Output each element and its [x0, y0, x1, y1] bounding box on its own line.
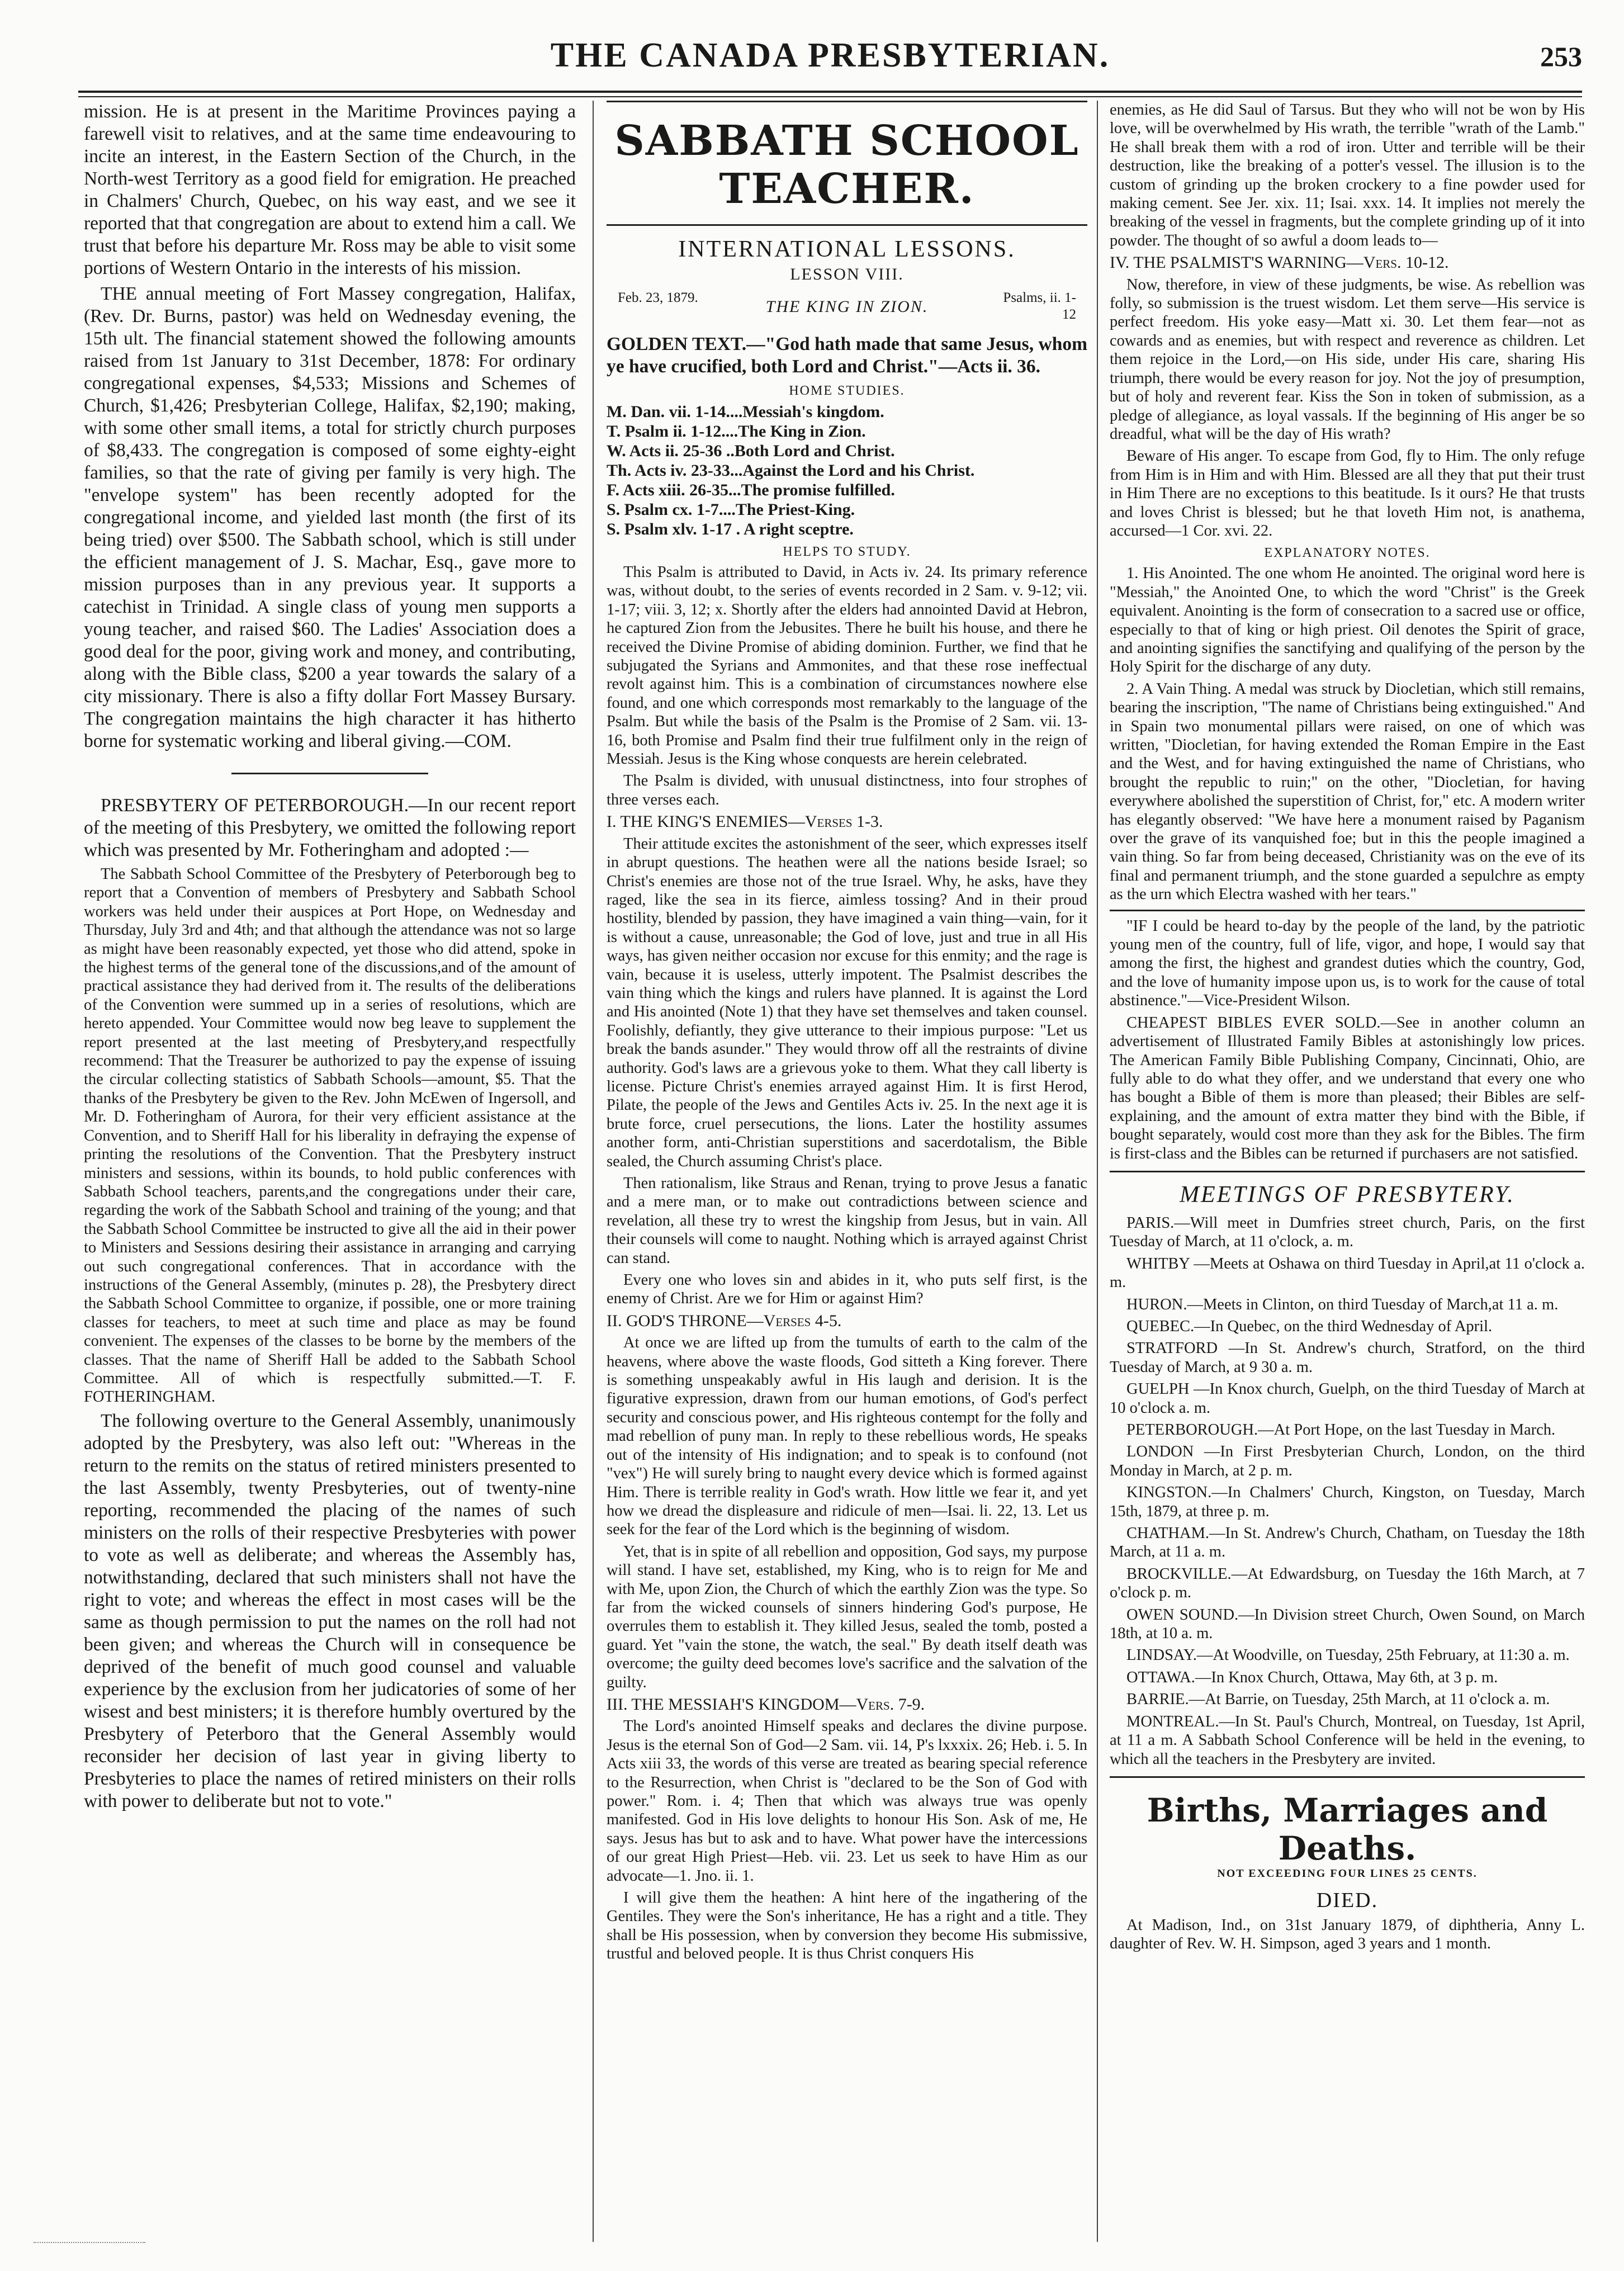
lesson-paragraph: Now, therefore, in view of these judgments, be wise. As rebellion was folly, so submission is the truest wisdom. Let them serve—His service is perfect freedom. His yoke easy—Matt xi. 30. Let them fear—not as cowards and as enemies, but with respect and reverence as children. Let them rejoice in the Lord,—on His side, under His care, sharing His triumph, there would be every reason for joy. Not the joy of presumption, but of holy and reverent fear. Kiss the Son in token of submission, as a pledge of allegiance, as loyal vassals. If the beginning of His anger be so dreadful, what will be the day of His wrath?: [1110, 276, 1585, 443]
lesson-continuation: enemies, as He did Saul of Tarsus. But they who will not be won by His love, will be overwhelmed by His wrath, the terrible "wrath of the Lamb." He shall break them with a rod of iron. Utter and terrible will be their destruction, like the breaking of a potter's vessel. The illusion is to the custom of grinding up the broken crockery to a fine powder used for making cement. See Jer. xix. 11; Isai. xxx. 14. It implies not merely the breaking of the vessel in fragments, but the complete grinding up of it into powder. The thought of so awful a doom leads to—: [1110, 101, 1585, 249]
page-number: 253: [1540, 41, 1582, 72]
article-overture: The following overture to the General Assembly, unanimously adopted by the Presbytery, was also left out: "Whereas in the return to the remits on the status of retired ministers presented to the last Assembly, twenty Presbyteries, out of twenty-nine reporting, recommended the placing of the names of such ministers on the rolls of their respective Presbyteries with power to vote as well as deliberate; and whereas the Assembly has, notwithstanding, declared that such ministers shall not have the right to vote; and whereas the effect in most cases will be the same as though permission to put the names on the roll had not been given; and whereas the Church will in consequence be deprived of the benefit of much good counsel and valuable experience by the exclusion from her judicatories of some of her wisest and best ministers; it is therefore humbly overtured by the Presbytery of Peterboro that the General Assembly would reconsider her decision of last year in giving liberty to Presbyteries to place the names of retired ministers on their rolls with power to deliberate but not to vote.": [84, 1410, 576, 1811]
helps-paragraph: This Psalm is attributed to David, in Acts iv. 24. Its primary reference was, without doubt, to the series of events recorded in 2 Sam. v. 9-12; vii. 1-17; viii. 3, 12; x. Shortly after the elders had annointed David at Hebron, he captured Zion from the Jebusites. There he built his house, and there he received the Divine Promise of abiding dominion. Further, we find that he subjugated the Syrians and Ammonites, and that these rose ineffectual revolt against him. This is a combination of circumstances nowhere else found, and one which corresponds most remarkably to the language of the Psalm. But while the basis of the Psalm is the Promise of 2 Sam. vii. 13-16, both Promise and Psalm find their true fulfilment only in the reign of Messiah. Jesus is the King whose conquests are herein celebrated.: [607, 564, 1087, 768]
lesson-reference: Psalms, ii. 1-12: [1003, 290, 1076, 322]
column-1: [84, 101, 576, 2236]
meeting-item: GUELPH —In Knox church, Guelph, on the third Tuesday of March at 10 o'clock a. m.: [1110, 1380, 1585, 1417]
article-fort-massey: THE annual meeting of Fort Massey congregation, Halifax, (Rev. Dr. Burns, pastor) was held on Wednesday evening, the 15th ult. The financial statement showed the following amounts raised from 1st January to 31st December, 1878: For ordinary congregational expenses, $4,533; Missions and Schemes of Church, $1,426; Presbyterian College, Halifax, $2,190; making, with some other small items, a total for strictly church purposes of $8,433. The congregation is composed of some eighty-eight families, so that the rate of giving per family is very high. The "envelope system" has been recently adopted for the congregational income, and yielded last month (the first of its being tried) over $500. The Sabbath school, which is still under the efficient management of J. S. Machar, Esq., gave more to mission purposes than in any previous year. It supports a catechist in Trinidad. A single class of young men supports a young teacher, and raised $60. The Ladies' Association does a good deal for the poor, giving work and money, and contributing, along with the Bible class, $200 a year towards the salary of a city missionary. There is also a fifty dollar Fort Massey Bursary. The congregation maintains the high character it has hitherto borne for systematic working and liberal giving.—COM.: [84, 283, 576, 751]
helps-heading: HELPS TO STUDY.: [783, 545, 911, 559]
study-item: W. Acts ii. 25-36 ..Both Lord and Christ.: [607, 442, 895, 460]
golden-text: GOLDEN TEXT.—"God hath made that same Jesus, whom ye have crucified, both Lord and Christ."—Acts ii. 36.: [607, 334, 1087, 377]
lesson-number: LESSON VIII.: [790, 265, 904, 283]
header-rule-thin: [78, 96, 1582, 97]
died-notice: At Madison, Ind., on 31st January 1879, of diphtheria, Anny L. daughter of Rev. W. H. Simpson, aged 3 years and 1 month.: [1110, 1916, 1585, 1953]
meeting-item: BARRIE.—At Barrie, on Tuesday, 25th March, at 11 o'clock a. m.: [1126, 1691, 1550, 1709]
meeting-item: PARIS.—Will meet in Dumfries street church, Paris, on the first Tuesday of March, at 11 o'clock, a. m.: [1110, 1214, 1585, 1251]
column-divider-1: [593, 101, 594, 2242]
helps-paragraph: Every one who loves sin and abides in it, who puts self first, is the enemy of Christ. Are we for Him or against Him?: [607, 1271, 1087, 1308]
article-peterborough-report: The Sabbath School Committee of the Presbytery of Peterborough beg to report that a Convention of members of Presbytery and Sabbath School workers was held under their auspices at Port Hope, on Wednesday and Thursday, July 3rd and 4th; and that although the attendance was not so large as might have been reasonably expected, yet those who did attend, spoke in the highest terms of the general tone of the discussions,and of the amount of practical assistance they had derived from it. The results of the deliberations of the Convention were summed up in a series of resolutions, which are hereto appended. Your Committee would now beg leave to supplement the report presented at the last meeting of Presbytery,and respectfully recommend: That the Treasurer be authorized to pay the expense of issuing the circular collecting statistics of Sabbath Schools—amount, $5. That the thanks of the Presbytery be given to the Rev. John McEwen of Ingersoll, and Mr. D. Fotheringham of Aurora, for their very efficient assistance at the Convention, and to Sheriff Hall for his liberality in defraying the expense of printing the resolutions of the Convention. That the Presbytery instruct ministers and sessions, within its bounds, to hold public conferences with Sabbath School teachers, parents,and the congregations under their care, regarding the work of the Sabbath School and training of the young; and that the Sabbath School Committee be instructed to give all the aid in their power to Ministers and Sessions desiring their assistance in arranging and carrying out such congregational conferences. That in accordance with the instructions of the General Assembly, (minutes p. 28), the Presbytery direct the Sabbath School Committee to organize, if possible, one or more training classes for teachers, to meet at such time and place as may be found convenient. The expenses of the classes to be borne by the members of the classes. That the name of Sheriff Hall be added to the Sabbath School Committee. All of which is respectfully submitted.—T. F. FOTHERINGHAM.: [84, 865, 576, 1406]
explanatory-note: 1. His Anointed. The one whom He anointed. The original word here is "Messiah," the Anointed One, to which the word "Christ" is the Greek equivalent. Anointing is the form of consecration to a sacred use or office, especially to that of king or high priest. Oil denotes the Spirit of grace, and anointing signifies the sanctifying and qualifying of the person by the Holy Spirit for the discharge of any duty.: [1110, 565, 1585, 676]
article-ross-mission: mission. He is at present in the Maritime Provinces paying a farewell visit to relatives, and at the same time endeavouring to incite an interest, in the Eastern Section of the Church, in the North-west Territory as a good field for emigration. He preached in Chalmers' Church, Quebec, on his way east, and we see it reported that that congregation are about to extend him a call. We trust that before his departure Mr. Ross may be able to visit some portions of Western Ontario in the interests of his mission.: [84, 101, 576, 278]
helps-paragraph: Then rationalism, like Straus and Renan, trying to prove Jesus a fanatic and a mere man, or to make out contradictions between science and revelation, all these try to wrest the kingship from Jesus, but in vain. All their counsels will come to naught. Nothing which is arrayed against Christ can stand.: [607, 1175, 1087, 1267]
header-rule: [78, 91, 1582, 93]
home-studies-heading: HOME STUDIES.: [789, 384, 905, 398]
meeting-item: LINDSAY.—At Woodville, on Tuesday, 25th February, at 11:30 a. m.: [1126, 1647, 1570, 1664]
lessons-heading: INTERNATIONAL LESSONS.: [678, 236, 1016, 262]
strophe-heading: II. GOD'S THRONE—Verses 4-5.: [607, 1311, 842, 1330]
study-item: T. Psalm ii. 1-12....The King in Zion.: [607, 422, 866, 441]
strophe-heading: IV. THE PSALMIST'S WARNING—Vers. 10-12.: [1110, 253, 1449, 272]
column-divider-2: [1097, 101, 1098, 2242]
meeting-item: WHITBY —Meets at Oshawa on third Tuesday in April,at 11 o'clock a. m.: [1110, 1255, 1585, 1291]
helps-paragraph: Yet, that is in spite of all rebellion and opposition, God says, my purpose will stand. I have set, established, my King, who is to reign for Me and with Me, upon Zion, the Church of which the earthly Zion was the type. So far from the wicked counsels of sinners hindering God's purpose, He overrules them to establish it. They killed Jesus, sealed the tomb, posted a guard. Yet "vain the stone, the watch, the seal." By death itself death was overcome; the guilty deed becomes love's sacrifice and the salvation of the guilty.: [607, 1543, 1087, 1691]
study-item: S. Psalm xlv. 1-17 . A right sceptre.: [607, 520, 854, 538]
quote-block: [1110, 910, 1585, 1010]
strophe-heading: I. THE KING'S ENEMIES—Verses 1-3.: [607, 812, 883, 831]
helps-paragraph: The Psalm is divided, with unusual distinctness, into four strophes of three verses each.: [607, 772, 1087, 808]
explanatory-note: 2. A Vain Thing. A medal was struck by Diocletian, which still remains, bearing the inscription, "The name of Christians being extinguished." And in Spain two monumental pillars were raised, on one of which was written, "Diocletian, for having extended the Roman Empire in the East and the West, and for having extinguished the name of Christians, who brought the republic to ruin;" on the other, "Diocletian, for having everywhere abolished the superstition of Christ, for," etc. A modern writer has elegantly observed: "We have here a monument raised by Paganism over the grave of its vanquished foe; but in this the people imagined a vain thing. So far from being deceased, Christianity was on the eve of its final and permanent triumph, and the stone guarded a sepulchre as empty as the urn which Electra washed with her tears.": [1110, 680, 1585, 903]
meeting-item: KINGSTON.—In Chalmers' Church, Kingston, on Tuesday, March 15th, 1879, at three p. m.: [1110, 1484, 1585, 1520]
helps-paragraph: At once we are lifted up from the tumults of earth to the calm of the heavens, where above the waste floods, God sitteth a King forever. There is something unspeakably awful in His laugh and derision. It is the figurative expression, drawn from our human emotions, of God's perfect security and conscious power, and His righteous contempt for the folly and mad rebellion of puny man. In reply to these rebellious words, He speaks out of the intensity of His indignation; and to speak is to confound (not "vex") He will surely bring to naught every device which is formed against Him. There is terrible reality in God's wrath. How little we fear it, and yet how we dread the displeasure and ridicule of men—Isai. li. 22, 13. Let us seek for the fear of the Lord which is the beginning of wisdom.: [607, 1334, 1087, 1539]
meeting-item: PETERBOROUGH.—At Port Hope, on the last Tuesday in March.: [1126, 1421, 1556, 1439]
strophe-heading: III. THE MESSIAH'S KINGDOM—Vers. 7-9.: [607, 1695, 925, 1714]
page-header: [78, 32, 1582, 94]
study-item: F. Acts xiii. 26-35...The promise fulfilled.: [607, 481, 895, 499]
notes-heading: EXPLANATORY NOTES.: [1264, 546, 1431, 561]
meeting-item: STRATFORD —In St. Andrew's church, Stratford, on the third Tuesday of March, at 9 30 a. m.: [1110, 1340, 1585, 1376]
meeting-item: QUEBEC.—In Quebec, on the third Wednesday of April.: [1126, 1317, 1493, 1335]
article-separator: [231, 773, 428, 774]
meeting-item: OWEN SOUND.—In Division street Church, Owen Sound, on March 18th, at 10 a. m.: [1110, 1606, 1585, 1643]
meeting-item: BROCKVILLE.—At Edwardsburg, on Tuesday the 16th March, at 7 o'clock p. m.: [1110, 1565, 1585, 1602]
bmd-rule: [1110, 1776, 1585, 1778]
meeting-item: MONTREAL.—In St. Paul's Church, Montreal, on Tuesday, 1st April, at 11 a m. A Sabbath School Conference will be held in the evening, to which all the teachers in the Presbytery are invited.: [1110, 1712, 1585, 1768]
meeting-item: CHATHAM.—In St. Andrew's Church, Chatham, on Tuesday the 18th March, at 11 a. m.: [1110, 1525, 1585, 1561]
helps-paragraph: The Lord's anointed Himself speaks and declares the divine purpose. Jesus is the eternal Son of God—2 Sam. vii. 14, P's lxxxix. 26; Heb. i. 5. In Acts xiii 33, the words of this verse are treated as bearing special reference to the Resurrection, when Christ is "declared to be the Son of God with power." Rom. i. 4; Then that which was always true was openly manifested. God in His love delights to honour His Son. Ask of me, He says. Jesus has but to ask and to have. What power have the intercessions of our great High Priest—Heb. vii. 23. Let us seek to have Him as our advocate—1. Jno. ii. 1.: [607, 1718, 1087, 1885]
bibles-notice: CHEAPEST BIBLES EVER SOLD.—See in another column an advertisement of Illustrated Family Bibles at astonishingly low prices. The American Family Bible Publishing Company, Cincinnati, Ohio, are fully able to do what they offer, and we understand that every one who has bought a Bible of them is more than pleased; their Bibles are self-explaining, and the amount of extra matter they bind with the Bible, if bought separately, would cost more than they ask for the Bibles. The firm is first-class and the Bibles can be returned if purchasers are not satisfied.: [1110, 1014, 1585, 1162]
helps-paragraph: I will give them the heathen: A hint here of the ingathering of the Gentiles. They were the Son's inheritance, He has a right and a title. They shall be His possession, when by conversion they become His submissive, trustful and beloved people. It is thus Christ conquers His: [607, 1889, 1087, 1963]
meetings-heading: MEETINGS OF PRESBYTERY.: [1180, 1181, 1515, 1208]
scan-edge-mark: [34, 2242, 145, 2260]
section-title-box: [607, 101, 1087, 226]
meetings-rule: [1110, 1171, 1585, 1172]
wilson-quote: "IF I could be heard to-day by the people of the land, by the patriotic young men of the country, full of life, vigor, and hope, I would say that among the first, the highest and grandest duties which the country, God, and the love of humanity impose upon us, is to work for the cause of total abstinence."—Vice-President Wilson.: [1110, 917, 1585, 1010]
meeting-item: LONDON —In First Presbyterian Church, London, on the third Monday in March, at 2 p. m.: [1110, 1443, 1585, 1479]
helps-paragraph: Their attitude excites the astonishment of the seer, which expresses itself in abrupt questions. The heathen were all the nations beside Israel; so Christ's enemies are those not of the true Israel. Why, he asks, have they raged, like the sea in its fierce, aimless tossing? And in their proud hostility, blended by passion, they have imagined a vain thing—vain, for it is without a cause, unreasonable; the God of love, just and true in all His ways, has given neither occasion nor excuse for this enmity; and the rage is vain, because it is useless, utterly impotent. The Psalmist describes the vain thing which the kings and rulers have planned. It is against the Lord and His anointed (Note 1) that they have set themselves and taken counsel. Foolishly, defiantly, they give utterance to their impious purpose: "Let us break the bands asunder." They would throw off all the restraints of divine authority. God's laws are a grievous yoke to them. What they call liberty is license. Picture Christ's enemies arrayed against Him. It is first Herod, Pilate, the people of the Jews and Gentiles Acts iv. 25. In the next age it is brute force, cruel persecutions, the lions. Later the hostility assumes another form, anti-Christian superstitions and sacerdotalism, the Bible sealed, the Church assuming Christ's place.: [607, 835, 1087, 1170]
died-heading: DIED.: [1316, 1888, 1379, 1912]
section-title: SABBATH SCHOOL TEACHER.: [614, 117, 1079, 213]
lesson-info: [607, 290, 1087, 325]
meeting-item: HURON.—Meets in Clinton, on third Tuesday of March,at 11 a. m.: [1126, 1295, 1559, 1313]
lesson-date: Feb. 23, 1879.: [618, 290, 698, 305]
bmd-rate: NOT EXCEEDING FOUR LINES 25 CENTS.: [1217, 1867, 1478, 1880]
study-item: S. Psalm cx. 1-7....The Priest-King.: [607, 500, 855, 519]
column-2: [607, 101, 1087, 2236]
column-3: [1110, 101, 1585, 2236]
bmd-heading: Births, Marriages and Deaths.: [1147, 1791, 1548, 1867]
study-item: Th. Acts iv. 23-33...Against the Lord and his Christ.: [607, 461, 975, 480]
lesson-paragraph: Beware of His anger. To escape from God, fly to Him. The only refuge from Him is in Him and with Him. Blessed are all they that put their trust in Him There are no exceptions to this beatitude. Is it ours? He that trusts and loves Christ is blessed; but he that loveth Him not, is anathema, accursed—1 Cor. xvi. 22.: [1110, 447, 1585, 540]
article-peterborough-intro: PRESBYTERY OF PETERBOROUGH.—In our recent report of the meeting of this Presbytery, we omitted the following report which was presented by Mr. Fotheringham and adopted :—: [84, 795, 576, 860]
meeting-item: OTTAWA.—In Knox Church, Ottawa, May 6th, at 3 p. m.: [1126, 1668, 1498, 1686]
masthead-title: THE CANADA PRESBYTERIAN.: [550, 36, 1110, 74]
lesson-title: THE KING IN ZION.: [765, 297, 929, 316]
study-item: M. Dan. vii. 1-14....Messiah's kingdom.: [607, 403, 884, 421]
